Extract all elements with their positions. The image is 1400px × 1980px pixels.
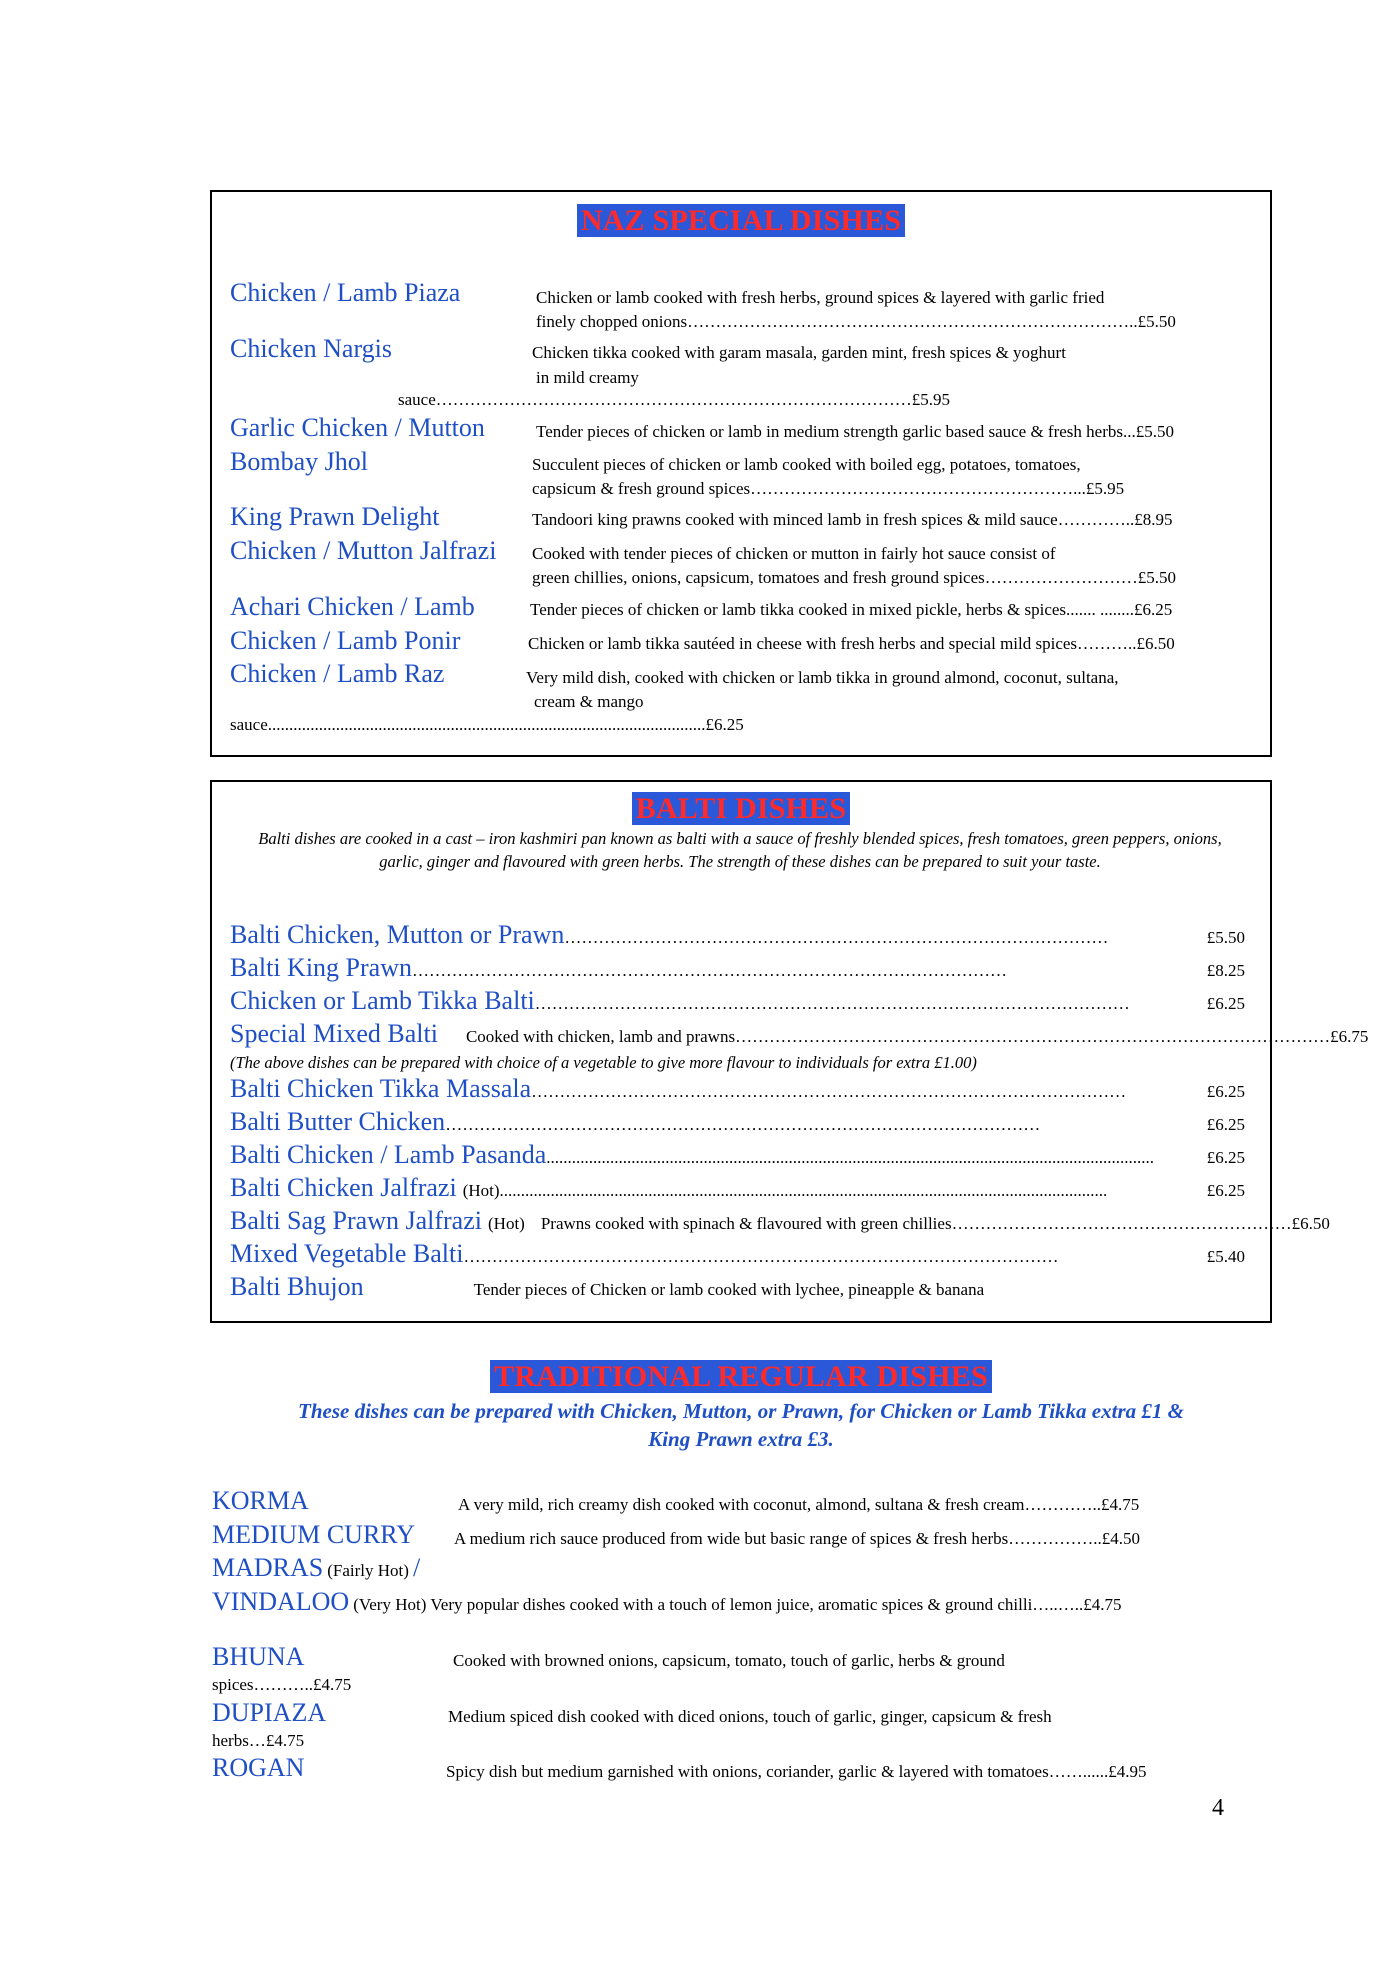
madras-row [212, 1553, 420, 1583]
balti-intro: Balti dishes are cooked in a cast – iron kashmiri pan known as balti with a sauce of freshly blended spices, fresh tomatoes, green peppers, onions, garlic, ginger and flavoured with green herbs. The strength of these dishes can be prepared to suit your taste. [258, 829, 1222, 871]
traditional-intro: These dishes can be prepared with Chicken, Mutton, or Prawn, for Chicken or Lamb Tikka extra £1 & [298, 1399, 1184, 1423]
dish-name: Balti Chicken / Lamb Pasanda [230, 1140, 547, 1169]
dish-description: herbs…£4.75 [212, 1731, 305, 1750]
dish-description: Spicy dish but medium garnished with onions, coriander, garlic & layered with tomatoes……......£4.95 [446, 1762, 1147, 1781]
dish-name: Garlic Chicken / Mutton [230, 413, 485, 442]
dish-name: Chicken / Lamb Piaza [230, 278, 461, 307]
dish-name: Balti Sag Prawn Jalfrazi [230, 1206, 482, 1235]
dish-name: Balti Chicken, Mutton or Prawn [230, 920, 565, 949]
dish-name: Chicken / Lamb Raz [230, 659, 445, 688]
dot-leader: ............................................................................................................................................... [499, 1181, 1108, 1200]
dish-description: Very mild dish, cooked with chicken or lamb tikka in ground almond, coconut, sultana, [526, 668, 1119, 687]
dish-description: green chillies, onions, capsicum, tomatoes and fresh ground spices………………………£5.50 [532, 568, 1176, 587]
dot-leader: …………………………………………………………………………………… [564, 928, 1109, 947]
balti-row [230, 1074, 1245, 1104]
dish-price: £6.25 [1206, 1082, 1245, 1101]
dish-description: Tandoori king prawns cooked with minced lamb in fresh spices & mild sauce…………..£8.95 [532, 510, 1173, 529]
dot-leader: …………………………………………………… [951, 1214, 1292, 1233]
dish-name: Achari Chicken / Lamb [230, 592, 475, 621]
dish-name: Balti Chicken Jalfrazi [230, 1173, 457, 1202]
dot-leader: …………………………………………………………………………………………… [534, 994, 1130, 1013]
dish-description: capsicum & fresh ground spices…………………………………………………...£5.95 [532, 479, 1125, 498]
traditional-dishes-heading: TRADITIONAL REGULAR DISHES [210, 1360, 1272, 1394]
traditional-intro: King Prawn extra £3. [648, 1427, 834, 1451]
dish-name: Balti Butter Chicken [230, 1107, 446, 1136]
dish-price: £6.75 [1330, 1027, 1369, 1046]
vindaloo-row [212, 1587, 1122, 1617]
dish-description: finely chopped onions……………………………………………………………………..£5.50 [536, 312, 1176, 331]
dish-description: sauce…………………………………………………………………………£5.95 [398, 390, 951, 409]
dish-description: Chicken or lamb cooked with fresh herbs, ground spices & layered with garlic fried [536, 288, 1105, 307]
dish-name: Bombay Jhol [230, 447, 368, 476]
dish-price: £6.50 [1291, 1214, 1330, 1233]
balti-row [230, 1019, 1369, 1049]
dish-name: Chicken or Lamb Tikka Balti [230, 986, 535, 1015]
page-number: 4 [1212, 1795, 1224, 1821]
dish-name: Chicken / Mutton Jalfrazi [230, 536, 497, 565]
dish-price: £6.25 [1206, 994, 1245, 1013]
special-dishes-heading: NAZ SPECIAL DISHES [212, 204, 1270, 238]
balti-row [230, 1173, 1245, 1203]
balti-row [230, 1239, 1245, 1269]
dish-description: Tender pieces of chicken or lamb in medium strength garlic based sauce & fresh herbs...£5.50 [536, 422, 1174, 441]
dish-description: A very mild, rich creamy dish cooked with coconut, almond, sultana & fresh cream…………..£4.75 [458, 1495, 1140, 1514]
dish-name: ROGAN [212, 1753, 305, 1782]
dot-leader: …………………………………………………………………………………………… [735, 1027, 1331, 1046]
dish-description: Very popular dishes cooked with a touch of lemon juice, aromatic spices & ground chilli…..…..£4.75 [430, 1595, 1122, 1614]
balti-row [230, 1206, 1330, 1236]
dish-description: Medium spiced dish cooked with diced onions, touch of garlic, ginger, capsicum & fresh [448, 1707, 1052, 1726]
dish-name: Balti Chicken Tikka Massala [230, 1074, 532, 1103]
balti-row [230, 920, 1245, 950]
dish-description: Prawns cooked with spinach & flavoured with green chillies [540, 1214, 952, 1233]
dish-tag: (Fairly Hot) [327, 1561, 409, 1580]
dish-name: MADRAS [212, 1553, 324, 1582]
dot-leader: …………………………………………………………………………………………… [531, 1082, 1127, 1101]
dish-description: Cooked with browned onions, capsicum, tomato, touch of garlic, herbs & ground [453, 1651, 1005, 1670]
dish-price: £6.25 [1206, 1181, 1245, 1200]
balti-dishes-heading: BALTI DISHES [212, 792, 1270, 826]
balti-row [230, 953, 1245, 983]
balti-note: (The above dishes can be prepared with choice of a vegetable to give more flavour to individuals for extra £1.00) [230, 1053, 977, 1072]
dish-price: £5.50 [1206, 928, 1245, 947]
slash-separator: / [412, 1553, 421, 1582]
dish-tag: (Hot) [488, 1214, 525, 1233]
dot-leader: …………………………………………………………………………………………… [412, 961, 1007, 980]
dish-description: Chicken tikka cooked with garam masala, garden mint, fresh spices & yoghurt [532, 343, 1066, 362]
dish-name: Chicken Nargis [230, 334, 392, 363]
dish-price: £5.40 [1206, 1247, 1245, 1266]
dish-name: BHUNA [212, 1642, 305, 1671]
balti-row [230, 1107, 1245, 1137]
dish-description: Cooked with chicken, lamb and prawns [465, 1027, 736, 1046]
dish-tag: (Hot) [462, 1181, 500, 1200]
dish-description: spices………..£4.75 [212, 1675, 352, 1694]
dish-description: A medium rich sauce produced from wide but basic range of spices & fresh herbs……………..£4.50 [454, 1529, 1140, 1548]
dish-name: Chicken / Lamb Ponir [230, 626, 461, 655]
dish-description: Tender pieces of chicken or lamb tikka cooked in mixed pickle, herbs & spices....... ........£6.25 [530, 600, 1173, 619]
dish-name: MEDIUM CURRY [212, 1520, 415, 1549]
dish-name: Balti Bhujon [230, 1272, 364, 1301]
balti-row [230, 986, 1245, 1016]
dish-description: Cooked with tender pieces of chicken or mutton in fairly hot sauce consist of [532, 544, 1056, 563]
dot-leader: …………………………………………………………………………………………… [463, 1247, 1059, 1266]
dish-tag: (Very Hot) [353, 1595, 427, 1614]
dish-name: Balti King Prawn [230, 953, 412, 982]
dish-name: VINDALOO [212, 1587, 350, 1616]
dish-price: £6.25 [1206, 1115, 1245, 1134]
dish-description: sauce.......................................................................................................£6.25 [230, 715, 744, 734]
balti-row [230, 1272, 1245, 1302]
dish-name: KORMA [212, 1486, 309, 1515]
balti-row [230, 1140, 1245, 1170]
dish-description: cream & mango [534, 692, 644, 711]
dish-description: Succulent pieces of chicken or lamb cooked with boiled egg, potatoes, tomatoes, [532, 455, 1081, 474]
dish-price: £6.25 [1206, 1148, 1245, 1167]
dish-description: in mild creamy [536, 368, 639, 387]
dish-name: Special Mixed Balti [230, 1019, 438, 1048]
dot-leader: …………………………………………………………………………………………… [445, 1115, 1041, 1134]
dish-name: Mixed Vegetable Balti [230, 1239, 464, 1268]
dot-leader: ............................................................................................................................................... [546, 1148, 1155, 1167]
dish-price: £8.25 [1206, 961, 1245, 980]
dish-description: Chicken or lamb tikka sautéed in cheese with fresh herbs and special mild spices………..£6.50 [528, 634, 1175, 653]
dish-name: King Prawn Delight [230, 502, 440, 531]
dish-description: Tender pieces of Chicken or lamb cooked with lychee, pineapple & banana [473, 1280, 985, 1299]
dish-name: DUPIAZA [212, 1698, 327, 1727]
